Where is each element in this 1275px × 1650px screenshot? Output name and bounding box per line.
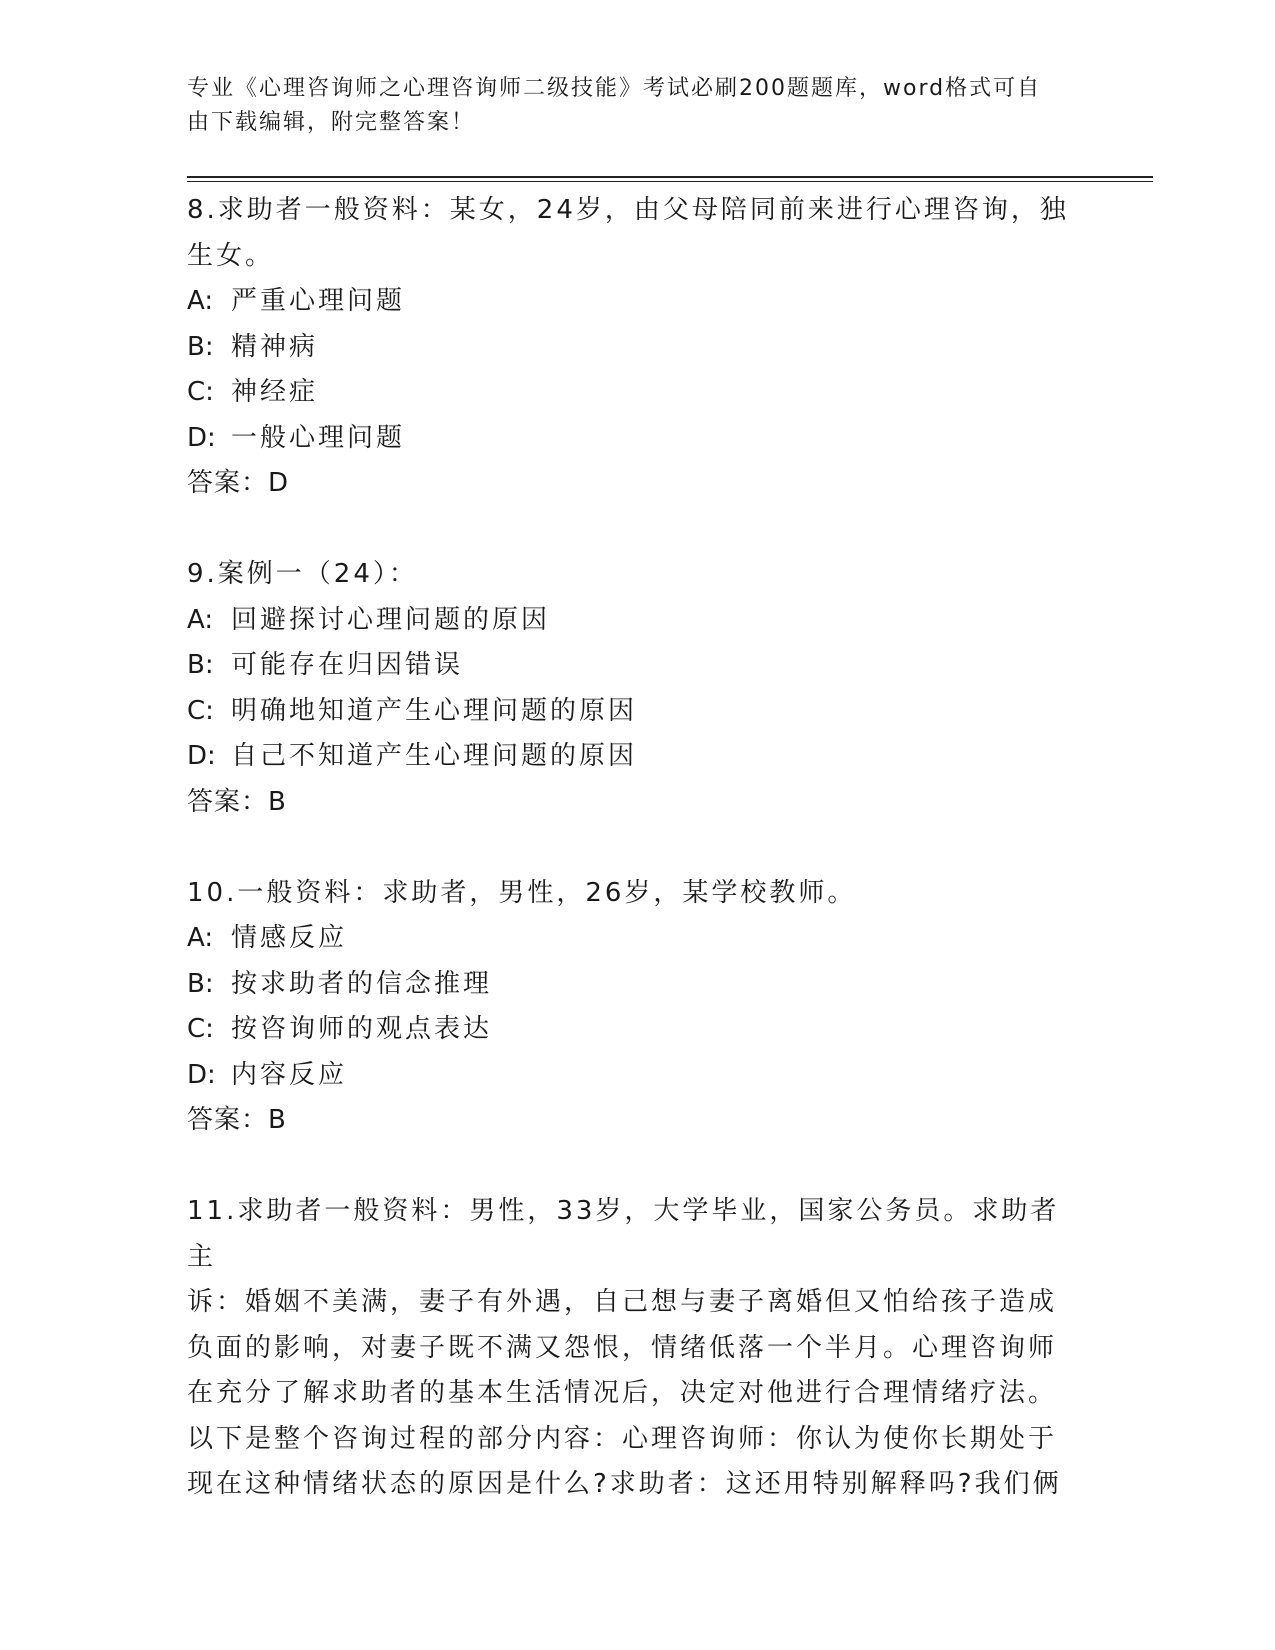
question-stem-line: 10.一般资料：求助者，男性，26岁，某学校教师。: [187, 877, 857, 908]
question-spacer: [187, 1144, 1077, 1190]
option-text: 明确地知道产生心理问题的原因: [231, 695, 638, 726]
question-stem-line: 在充分了解求助者的基本生活情况后，决定对他进行合理情绪疗法。: [187, 1378, 1058, 1408]
option-text: 自己不知道产生心理问题的原因: [231, 741, 638, 771]
header-rule-thin: [187, 181, 1153, 182]
question-stem-line: 诉：婚姻不美满，妻子有外遇，自己想与妻子离婚但又怕给孩子造成: [187, 1287, 1058, 1317]
option-d: [187, 734, 1077, 780]
option-a: [187, 279, 1077, 325]
option-c: [187, 1007, 1077, 1053]
option-key: A:: [187, 604, 214, 635]
option-key: B:: [187, 331, 214, 362]
question-11: [187, 1189, 1077, 1508]
option-d: [187, 416, 1077, 462]
option-key: C:: [187, 377, 214, 407]
option-b: [187, 962, 1077, 1008]
header-line-1: 专业《心理咨询师之心理咨询师二级技能》考试必刷200题题库，word格式可自: [187, 76, 1042, 101]
option-text: 情感反应: [231, 923, 348, 953]
option-c: [187, 689, 1077, 735]
header-rule-thick: [187, 176, 1153, 178]
option-text: 回避探讨心理问题的原因: [231, 604, 551, 635]
option-key: C:: [187, 1014, 214, 1044]
option-text: 神经症: [231, 377, 319, 407]
option-text: 内容反应: [231, 1059, 348, 1090]
option-text: 一般心理问题: [231, 422, 406, 453]
question-10: [187, 871, 1077, 1144]
answer-line: 答案：B: [187, 1105, 287, 1135]
question-stem-line: 11.求助者一般资料：男性，33岁，大学毕业，国家公务员。求助者主: [187, 1196, 1060, 1272]
answer-line: 答案：D: [187, 468, 290, 498]
option-list: [187, 916, 1077, 1098]
option-key: C:: [187, 695, 214, 726]
question-stem-line: 负面的影响，对妻子既不满又怨恨，情绪低落一个半月。心理咨询师: [187, 1332, 1058, 1363]
option-text: 严重心理问题: [231, 286, 406, 316]
option-text: 按咨询师的观点表达: [231, 1014, 493, 1044]
question-9: [187, 552, 1077, 825]
option-a: [187, 598, 1077, 644]
question-stem-line: 以下是整个咨询过程的部分内容：心理咨询师：你认为使你长期处于: [187, 1423, 1058, 1454]
question-8: [187, 188, 1077, 507]
question-spacer: [187, 825, 1077, 871]
option-key: D:: [187, 741, 216, 771]
document-header: [187, 72, 1067, 140]
question-stem-line: 9.案例一（24）：: [187, 559, 418, 589]
option-key: B:: [187, 650, 214, 680]
header-line-2: 由下载编辑，附完整答案！: [187, 110, 476, 135]
question-spacer: [187, 507, 1077, 553]
option-key: B:: [187, 968, 214, 999]
option-key: D:: [187, 422, 216, 453]
option-text: 按求助者的信念推理: [231, 968, 493, 999]
option-text: 精神病: [231, 331, 319, 362]
option-list: [187, 279, 1077, 461]
option-key: D:: [187, 1059, 216, 1090]
option-d: [187, 1053, 1077, 1099]
option-b: [187, 643, 1077, 689]
option-list: [187, 598, 1077, 780]
option-c: [187, 370, 1077, 416]
question-stem-line: 现在这种情绪状态的原因是什么?求助者：这还用特别解释吗?我们俩: [187, 1469, 1062, 1499]
option-b: [187, 325, 1077, 371]
option-key: A:: [187, 923, 214, 953]
option-a: [187, 916, 1077, 962]
question-stem-line: 生女。: [187, 240, 275, 271]
option-text: 可能存在归因错误: [231, 650, 464, 680]
question-stem-line: 8.求助者一般资料：某女，24岁，由父母陪同前来进行心理咨询，独: [187, 195, 1069, 225]
question-list: [187, 188, 1077, 1508]
answer-line: 答案：B: [187, 786, 287, 817]
option-key: A:: [187, 286, 214, 316]
